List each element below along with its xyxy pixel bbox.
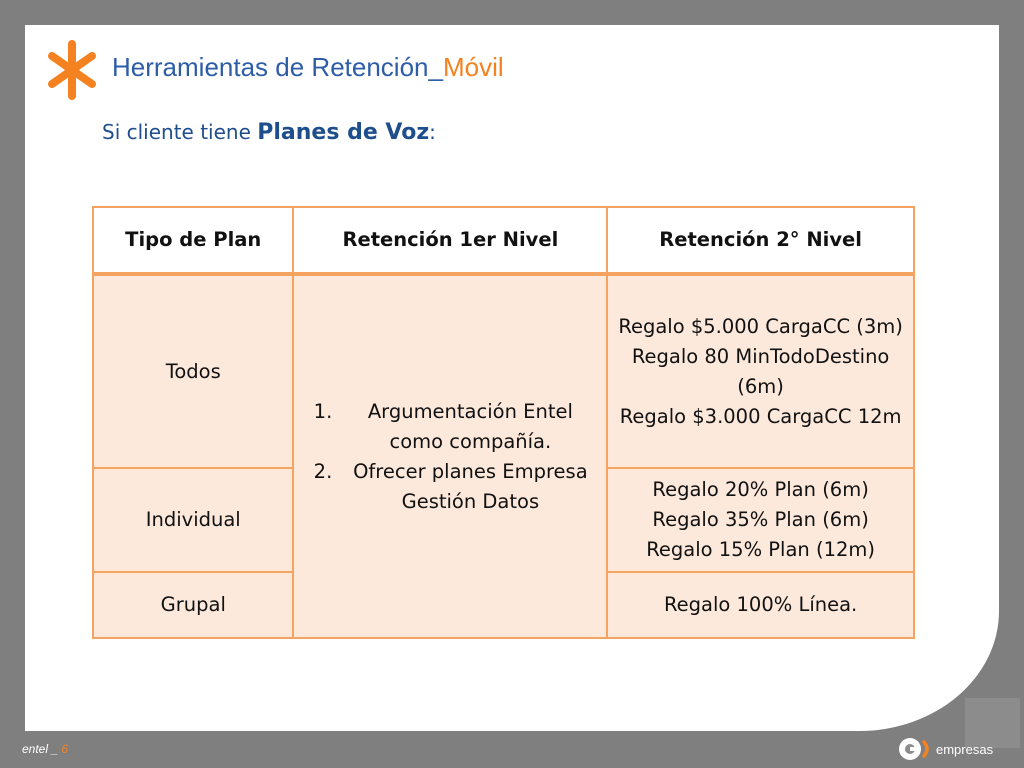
subtitle-prefix: Si cliente tiene — [102, 120, 258, 144]
header-retencion-2: Retención 2° Nivel — [607, 207, 914, 274]
subtitle — [102, 120, 436, 145]
nivel2-line: Regalo 80 MinTodoDestino (6m) — [631, 344, 890, 398]
title-accent: Móvil — [442, 52, 504, 82]
page-title — [112, 52, 504, 83]
tipo-cell: Individual — [93, 468, 293, 572]
nivel2-line: Regalo 20% Plan (6m) — [652, 478, 869, 501]
nivel1-list — [302, 397, 598, 517]
header-retencion-1: Retención 1er Nivel — [293, 207, 607, 274]
nivel1-cell — [293, 274, 607, 638]
tipo-cell: Todos — [93, 274, 293, 468]
table-header-row — [93, 207, 914, 274]
retention-table — [92, 206, 915, 639]
tipo-cell: Grupal — [93, 572, 293, 638]
nivel2-line: Regalo $3.000 CargaCC 12m — [619, 404, 902, 428]
title-main: Herramientas de Retención_ — [112, 52, 443, 82]
page-number: 6 — [61, 742, 69, 756]
subtitle-emphasis: Planes de Voz — [257, 120, 430, 145]
nivel2-line: Regalo $5.000 CargaCC (3m) — [618, 314, 903, 338]
nivel2-line: Regalo 15% Plan (12m) — [646, 538, 876, 561]
table-row — [93, 274, 914, 468]
header-tipo-plan: Tipo de Plan — [93, 207, 293, 274]
list-item: 1. Argumentación Entel como compañía. — [338, 397, 598, 457]
entel-logo-icon — [898, 736, 932, 762]
nivel2-line: Regalo 100% Línea. — [663, 593, 858, 616]
logo-text: empresas — [936, 741, 994, 757]
asterisk-icon — [44, 36, 100, 104]
nivel2-cell — [607, 274, 914, 468]
subtitle-suffix: : — [429, 120, 436, 144]
nivel2-cell — [607, 468, 914, 572]
nivel2-line: Regalo 35% Plan (6m) — [652, 508, 869, 531]
list-item: 2. Ofrecer planes Empresa Gestión Datos — [338, 457, 598, 517]
entel-empresas-logo — [898, 736, 993, 762]
footer-brand — [22, 742, 68, 756]
footer-brand-text: entel _ — [22, 742, 62, 756]
nivel2-cell — [607, 572, 914, 638]
